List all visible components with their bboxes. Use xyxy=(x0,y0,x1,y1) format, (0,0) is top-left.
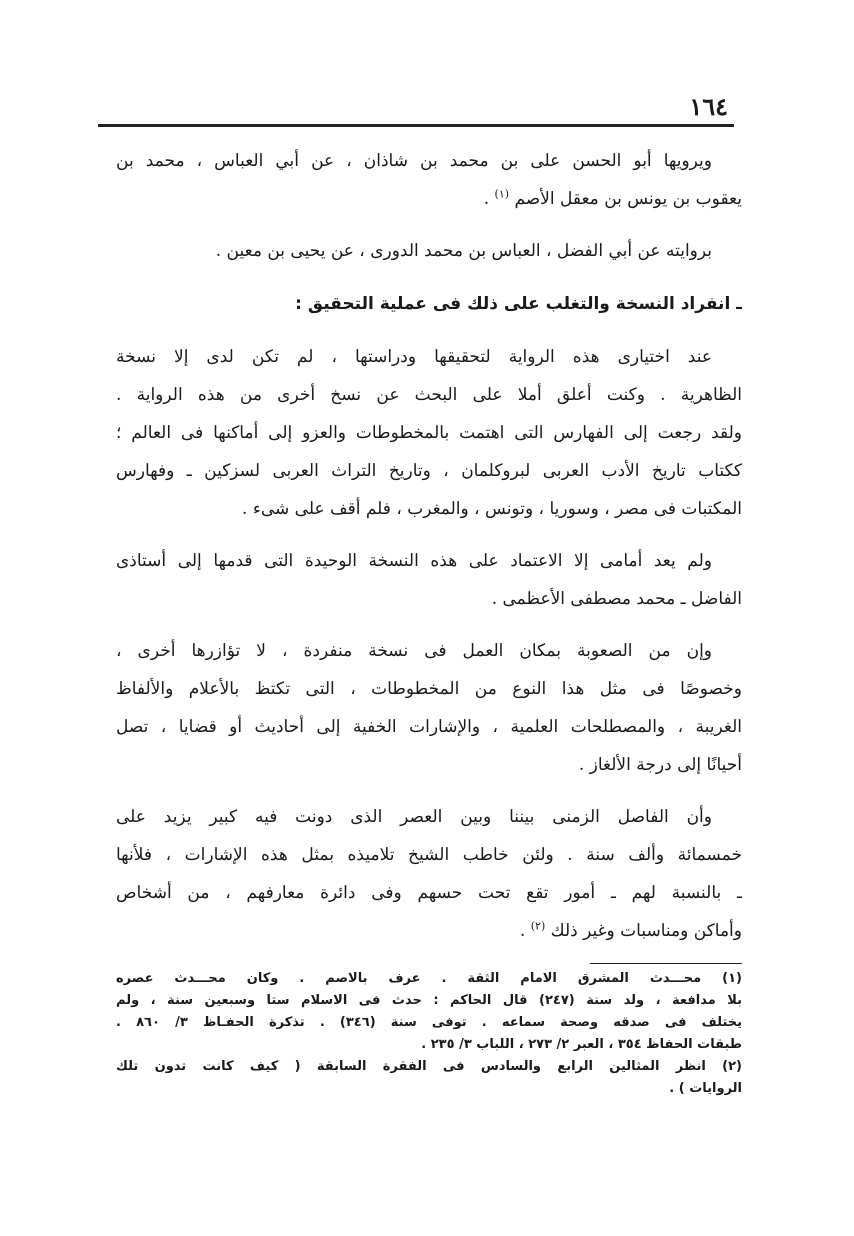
text-line: وخصوصًا فى مثل هذا النوع من المخطوطات ، التى تكتظ بالأعلام والألفاظ xyxy=(116,679,742,699)
header-rule xyxy=(98,124,734,127)
text-span: . xyxy=(519,921,526,941)
footnote-line: يختلف فى صدقه وصحة سماعه . توفى سنة (٣٤٦) . تذكرة الحفـاظ ٣/ ٨٦٠ . xyxy=(116,1015,742,1030)
text-line: ـ بالنسبة لهم ـ أمور تقع تحت حسهم وفى دائرة معارفهم ، من أشخاص xyxy=(116,883,742,903)
text-line: ولقد رجعت إلى الفهارس التى اهتمت بالمخطوطات والعزو إلى أماكنها فى العالم ؛ xyxy=(116,423,742,443)
text-line: ككتاب تاريخ الأدب العربى لبروكلمان ، وتاريخ التراث العربى لسزكين ـ وفهارس xyxy=(116,461,742,481)
footnote-line: الروايات ) . xyxy=(669,1081,742,1096)
main-text xyxy=(116,142,742,950)
text-span: يعقوب بن يونس بن معقل الأصم xyxy=(514,189,742,209)
text-line: وأن الفاصل الزمنى بيننا وبين العصر الذى دونت فيه كبير يزيد على xyxy=(116,807,712,827)
footnote-marker: (١) xyxy=(494,187,510,201)
page-number: ١٦٤ xyxy=(689,92,728,121)
text-span: . xyxy=(483,189,490,209)
paragraph-2 xyxy=(116,232,742,270)
footnote-rule xyxy=(590,963,742,964)
paragraph-5 xyxy=(116,632,742,784)
text-line: خمسمائة وألف سنة . ولئن خاطب الشيخ تلاميذه بمثل هذه الإشارات ، فلأنها xyxy=(116,845,742,865)
section-heading: ـ انفراد النسخة والتغلب على ذلك فى عملية التحقيق : xyxy=(295,294,742,314)
paragraph-4 xyxy=(116,542,742,618)
footnote-line: (١) محـــدث المشرق الامام الثقة . عرف بالاصم . وكان محـــدث عصره xyxy=(116,971,742,986)
text-line: المكتبات فى مصر ، وسوريا ، وتونس ، والمغرب ، فلم أقف على شىء . xyxy=(242,499,742,519)
paragraph-1 xyxy=(116,142,742,218)
text-line: عند اختيارى هذه الرواية لتحقيقها ودراستها ، لم تكن لدى إلا نسخة xyxy=(116,347,712,367)
footnote-line: بلا مدافعة ، ولد سنة (٢٤٧) قال الحاكم : حدث فى الاسلام ستا وسبعين سنة ، ولم xyxy=(116,993,742,1008)
text-span: وأماكن ومناسبات وغير ذلك xyxy=(550,921,742,941)
text-line: الفاضل ـ محمد مصطفى الأعظمى . xyxy=(491,589,742,609)
text-line: الغريبة ، والمصطلحات العلمية ، والإشارات الخفية إلى أحاديث أو قضايا ، تصل xyxy=(116,717,742,737)
footnote-line: (٢) انظر المثالين الرابع والسادس فى الفقرة السابقة ( كيف كانت تدون تلك xyxy=(116,1059,742,1074)
footnote-marker: (٢) xyxy=(530,919,546,933)
text-line: ويرويها أبو الحسن على بن محمد بن شاذان ، عن أبي العباس ، محمد بن xyxy=(116,151,712,171)
text-line: بروايته عن أبي الفضل ، العباس بن محمد الدورى ، عن يحيى بن معين . xyxy=(215,241,712,261)
text-line: الظاهرية . وكنت أعلق أملا على البحث عن نسخ أخرى من هذه الرواية . xyxy=(116,385,742,405)
footnotes xyxy=(116,968,742,1100)
text-line xyxy=(116,180,742,218)
text-line: ولم يعد أمامى إلا الاعتماد على هذه النسخة الوحيدة التى قدمها إلى أستاذى xyxy=(116,551,712,571)
text-line: أحيانًا إلى درجة الألغاز . xyxy=(578,755,742,775)
footnote-line: طبقات الحفاظ ٣٥٤ ، العبر ٢/ ٢٧٣ ، اللباب ٣/ ٢٣٥ . xyxy=(421,1037,742,1052)
paragraph-6 xyxy=(116,798,742,950)
text-line xyxy=(116,912,742,950)
paragraph-3 xyxy=(116,338,742,528)
text-line: وإن من الصعوبة بمكان العمل فى نسخة منفردة ، لا تؤازرها أخرى ، xyxy=(116,641,712,661)
